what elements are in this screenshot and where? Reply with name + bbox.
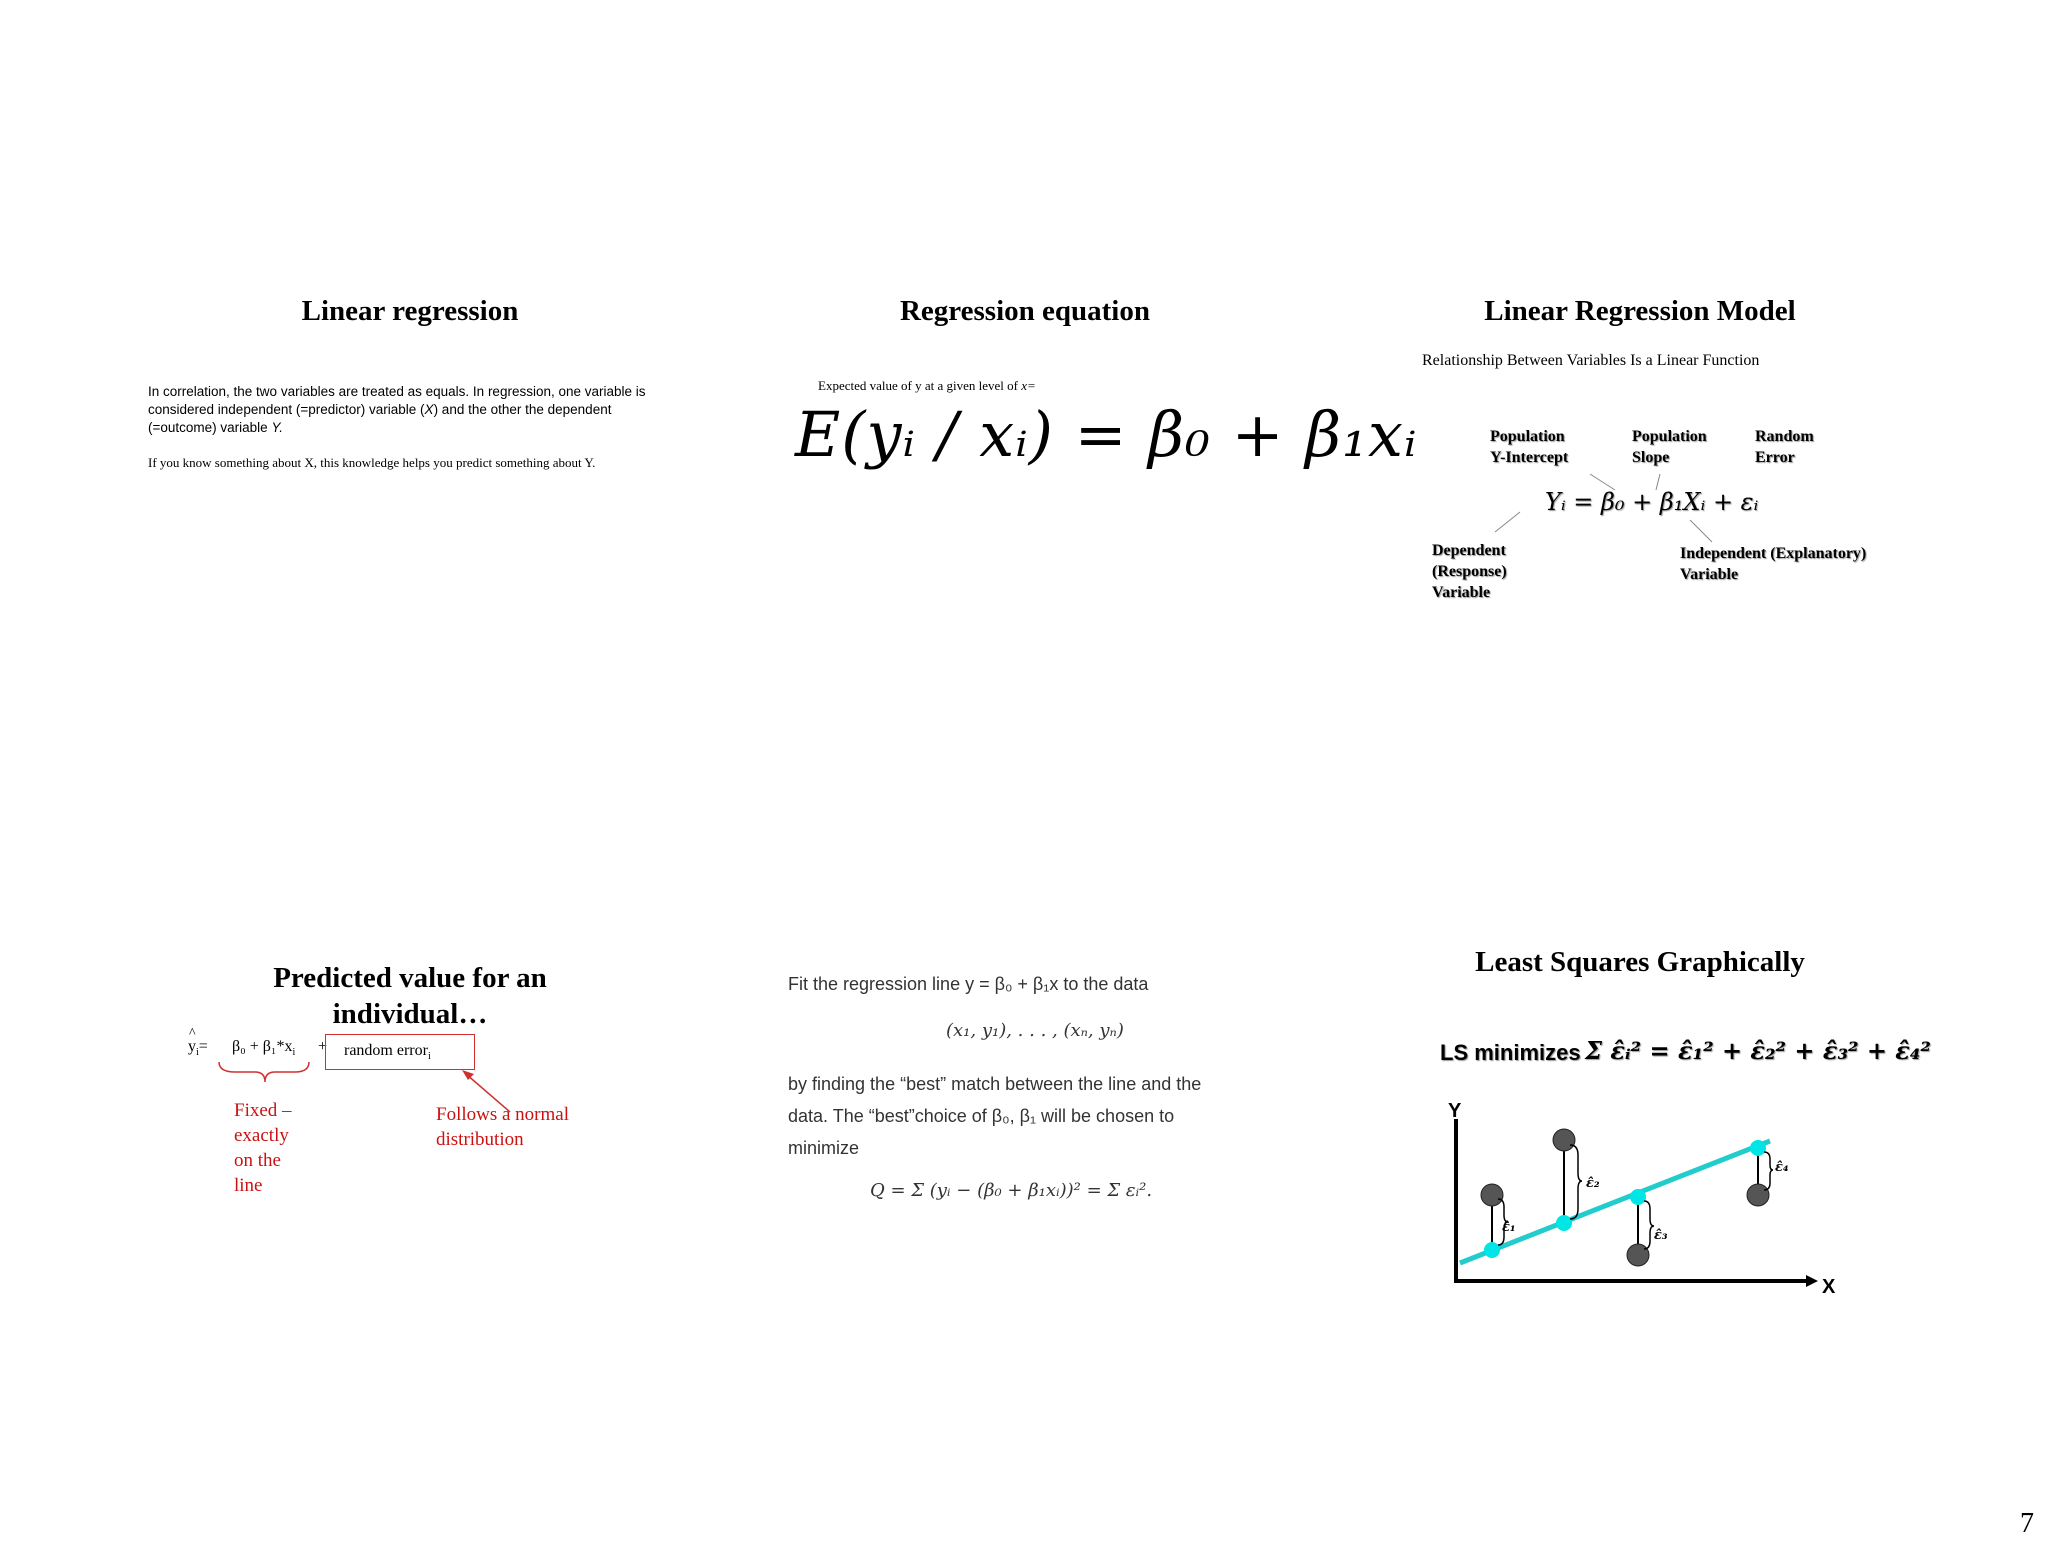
data-point-3: [1627, 1244, 1649, 1266]
data-point-2: [1553, 1129, 1575, 1151]
error-line-2: Error: [1755, 449, 1795, 466]
slide-title: Regression equation: [899, 295, 1150, 327]
fitted-point-3: [1630, 1189, 1646, 1205]
ls-formula: Σ ε̂ᵢ² = ε̂₁² + ε̂₂² + ε̂₃² + ε̂₄²: [1585, 1036, 1931, 1065]
least-squares-plot: [1440, 1095, 1840, 1300]
residual-label-4: ε̂₄: [1775, 1160, 1789, 1175]
slide-title: [150, 960, 670, 1032]
para-text-2: ) and the other the dependent (=outcome) variable: [148, 402, 612, 435]
residual-label-3: ε̂₃: [1654, 1228, 1668, 1243]
yhat-equals: =: [198, 1038, 208, 1055]
data-point-4: [1747, 1184, 1769, 1206]
fixed-text: β₀ + β₁*x: [232, 1038, 293, 1055]
best-line-1: by finding the “best” match between the line and the: [788, 1074, 1202, 1094]
slope-line-1: Population: [1632, 428, 1707, 445]
yhat-y: y: [188, 1038, 196, 1055]
arrow-slope: [1656, 474, 1660, 490]
predict-paragraph: If you know something about X, this knowledge helps you predict something about Y.: [148, 455, 596, 470]
x-axis-label: X: [1822, 1276, 1836, 1298]
fixed-line-2: exactly: [234, 1125, 289, 1146]
random-text: random error: [344, 1042, 428, 1059]
arrow-intercept: [1590, 474, 1615, 490]
y-axis-label: Y: [1448, 1100, 1462, 1122]
independent-line-2: Variable: [1680, 566, 1739, 583]
slide-title: Linear regression: [301, 295, 519, 327]
random-part: [325, 1034, 475, 1070]
caption-text: Expected value of y at a given level of: [818, 378, 1022, 393]
fixed-part: [232, 1038, 295, 1058]
intercept-line-2: Y-Intercept: [1490, 449, 1569, 466]
intro-paragraph: [148, 383, 678, 437]
expected-value-equation: E(yᵢ / xᵢ) = β₀ + β₁xᵢ: [795, 398, 1418, 471]
para-y: Y.: [271, 420, 283, 435]
best-line-2: data. The “best”choice of β₀, β₁ will be chosen to: [788, 1106, 1175, 1126]
annot-fixed: [234, 1098, 292, 1198]
para-x: X: [424, 402, 434, 417]
objective-formula: Q = Σ (yᵢ − (β₀ + β₁xᵢ))² = Σ εᵢ².: [870, 1180, 1153, 1201]
random-line-1: Follows a normal: [436, 1104, 569, 1125]
model-subtitle: Relationship Between Variables Is a Linear Function: [1422, 352, 1760, 369]
brace-2-icon: [1570, 1145, 1582, 1219]
brace-3-icon: [1644, 1201, 1654, 1249]
model-equation: Yᵢ = β₀ + β₁Xᵢ + εᵢ: [1545, 488, 1759, 516]
error-line-1: Random: [1755, 428, 1814, 445]
ls-minimizes-label: LS minimizes: [1440, 1040, 1581, 1065]
residual-label-1: ε̂₁: [1502, 1220, 1516, 1235]
data-point-1: [1481, 1184, 1503, 1206]
slide-title: Linear Regression Model: [1484, 295, 1796, 327]
fitted-point-2: [1556, 1215, 1572, 1231]
best-match-text: [788, 1068, 1288, 1164]
dependent-line-2: (Response): [1432, 563, 1507, 580]
label-random-error: [1755, 426, 1814, 468]
caption-x: x=: [1021, 378, 1036, 393]
fit-line-text: Fit the regression line y = β₀ + β₁x to the data: [788, 974, 1149, 994]
arrow-dependent: [1495, 512, 1520, 532]
random-sub: i: [427, 1051, 431, 1063]
fitted-point-4: [1750, 1140, 1766, 1156]
hat-icon: ^: [189, 1026, 196, 1041]
title-line-1: Predicted value for an: [273, 962, 547, 994]
para-text-1: In correlation, the two variables are treated as equals. In regression, one variable is considered independent (=predictor) variable (: [148, 384, 646, 417]
brace-4-icon: [1764, 1152, 1773, 1190]
plus-sign: +: [318, 1038, 328, 1055]
intercept-line-1: Population: [1490, 428, 1565, 445]
residual-label-2: ε̂₂: [1586, 1176, 1600, 1191]
annotation-brace: [215, 1060, 315, 1090]
yhat-sub: i: [196, 1047, 199, 1059]
fixed-line-3: on the: [234, 1150, 281, 1171]
equation-caption: [818, 378, 1036, 394]
annot-random: [436, 1102, 569, 1152]
page-number: 7: [2020, 1508, 2034, 1539]
data-points-text: (x₁, y₁), . . . , (xₙ, yₙ): [946, 1020, 1124, 1041]
arrow-independent: [1690, 520, 1712, 542]
dependent-line-1: Dependent: [1432, 542, 1506, 559]
regression-line: [1460, 1141, 1770, 1263]
title-line-2: individual…: [332, 998, 488, 1030]
slide-title: Least Squares Graphically: [1475, 946, 1805, 978]
dependent-line-3: Variable: [1432, 584, 1491, 601]
fitted-point-1: [1484, 1242, 1500, 1258]
model-arrows: [1420, 460, 1740, 570]
yhat-symbol: [188, 1026, 208, 1059]
fixed-line-4: line: [234, 1175, 263, 1196]
independent-line-1: Independent (Explanatory): [1680, 545, 1867, 562]
random-line-2: distribution: [436, 1129, 524, 1150]
best-line-3: minimize: [788, 1138, 860, 1158]
brace-icon: [219, 1062, 309, 1082]
fixed-line-1: Fixed –: [234, 1100, 292, 1121]
x-axis-arrow-icon: [1806, 1275, 1818, 1287]
slope-line-2: Slope: [1632, 449, 1670, 466]
fixed-sub: i: [292, 1047, 296, 1059]
